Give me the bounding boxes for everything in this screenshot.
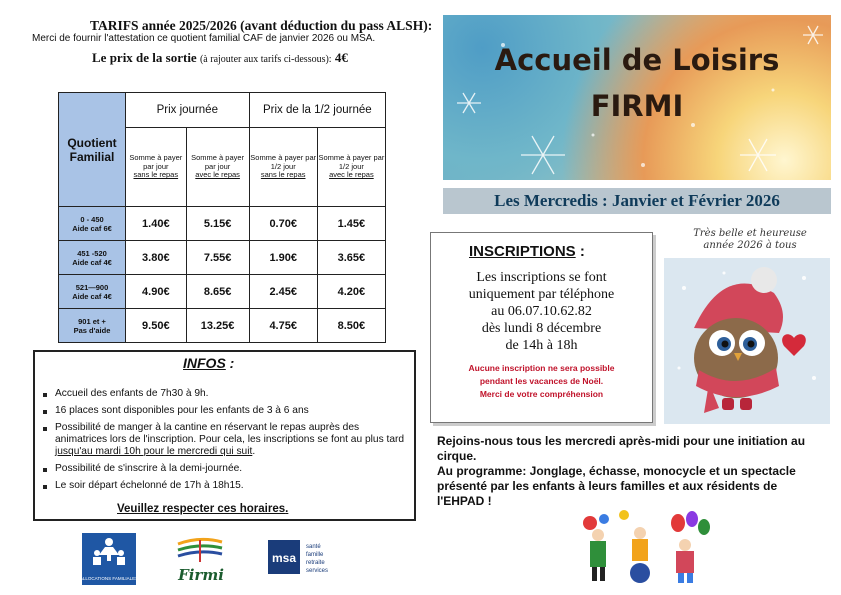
list-item: 16 places sont disponibles pour les enfants de 3 à 6 ans bbox=[41, 405, 413, 417]
infos-title-suffix: : bbox=[225, 355, 235, 371]
subheader-cell: Somme à payer par jour avec le repas bbox=[186, 128, 249, 207]
price-cell: 8.50€ bbox=[317, 309, 385, 343]
infos-title: INFOS bbox=[183, 355, 226, 371]
price-cell: 8.65€ bbox=[186, 275, 249, 309]
price-cell: 1.90€ bbox=[249, 241, 317, 275]
inscriptions-title-suffix: : bbox=[575, 243, 585, 260]
price-cell: 1.40€ bbox=[126, 207, 187, 241]
col-journee-header: Prix journée bbox=[126, 93, 250, 128]
sortie-price: 4€ bbox=[334, 50, 348, 65]
list-item: Accueil des enfants de 7h30 à 9h. bbox=[41, 388, 413, 400]
msa-line: services bbox=[306, 568, 329, 574]
price-cell: 4.75€ bbox=[249, 309, 317, 343]
msa-initials: msa bbox=[271, 551, 297, 565]
list-item: Possibilité de manger à la cantine en réservant le repas auprès des animatrices lors de l'inscription. Pour cela, les inscriptions se font au plus tard jusqu'au mardi 10h pour le mercredi qui suit. bbox=[41, 422, 413, 458]
inscriptions-line: uniquement par téléphone bbox=[468, 287, 615, 302]
cirque-text bbox=[437, 434, 821, 509]
table-row bbox=[59, 241, 386, 275]
list-item: Possibilité de s'inscrire à la demi-journée. bbox=[41, 463, 413, 475]
owl-illustration bbox=[664, 258, 830, 424]
price-cell: 13.25€ bbox=[186, 309, 249, 343]
inscriptions-box bbox=[430, 232, 653, 423]
price-cell: 4.90€ bbox=[126, 275, 187, 309]
price-cell: 4.20€ bbox=[317, 275, 385, 309]
price-cell: 3.65€ bbox=[317, 241, 385, 275]
list-item: Le soir départ échelonné de 17h à 18h15. bbox=[41, 480, 413, 492]
price-cell: 0.70€ bbox=[249, 207, 317, 241]
table-row bbox=[59, 309, 386, 343]
inscriptions-line: dès lundi 8 décembre bbox=[481, 321, 602, 336]
price-cell: 2.45€ bbox=[249, 275, 317, 309]
firmi-emblem-icon bbox=[170, 536, 232, 584]
qf-cell: 901 et + Pas d'aide bbox=[59, 309, 126, 343]
banner-line-2: FIRMI bbox=[590, 89, 684, 123]
table-row bbox=[59, 207, 386, 241]
msa-line: santé bbox=[306, 544, 321, 550]
inscriptions-line: de 14h à 18h bbox=[505, 338, 578, 353]
sortie-price-line bbox=[92, 50, 348, 66]
voeux-line: année 2026 à tous bbox=[703, 240, 797, 251]
col-demi-header: Prix de la 1/2 journée bbox=[249, 93, 385, 128]
voeux-text bbox=[675, 228, 825, 252]
subheader-cell: Somme à payer par jour sans le repas bbox=[126, 128, 187, 207]
warning-line: Merci de votre compréhension bbox=[479, 389, 604, 399]
price-cell: 9.50€ bbox=[126, 309, 187, 343]
infos-box bbox=[33, 350, 416, 521]
inscriptions-line: Les inscriptions se font bbox=[476, 270, 607, 285]
inscriptions-heading bbox=[469, 243, 585, 260]
table-row bbox=[59, 275, 386, 309]
cirque-paragraph: Rejoins-nous tous les mercredi après-midi pour une initiation au cirque. bbox=[437, 434, 806, 463]
msa-line: retraite bbox=[306, 560, 325, 566]
sortie-label: Le prix de la sortie bbox=[92, 50, 197, 65]
tarifs-note: Merci de fournir l'attestation ce quotient familial CAF de janvier 2026 ou MSA. bbox=[32, 33, 376, 44]
inscriptions-title: INSCRIPTIONS bbox=[469, 243, 576, 260]
qf-cell: 0 - 450 Aide caf 6€ bbox=[59, 207, 126, 241]
msa-line: famille bbox=[306, 552, 324, 558]
inscriptions-warning bbox=[431, 362, 652, 401]
banner bbox=[443, 15, 831, 180]
cirque-paragraph: Au programme: Jonglage, échasse, monocycle et un spectacle présenté par les enfants à leurs familles et aux résidents de l'EHPAD ! bbox=[437, 464, 796, 508]
price-cell: 3.80€ bbox=[126, 241, 187, 275]
price-cell: 5.15€ bbox=[186, 207, 249, 241]
qf-cell: 451 -520 Aide caf 4€ bbox=[59, 241, 126, 275]
price-cell: 7.55€ bbox=[186, 241, 249, 275]
firmi-logo bbox=[170, 536, 232, 584]
caf-logo bbox=[82, 533, 136, 585]
infos-heading bbox=[183, 355, 234, 371]
subheader-cell: Somme à payer par 1/2 jour sans le repas bbox=[249, 128, 317, 207]
clowns-illustration bbox=[570, 505, 720, 585]
firmi-logo-text: Firmi bbox=[178, 566, 224, 584]
caf-family-icon bbox=[82, 533, 136, 585]
price-cell: 1.45€ bbox=[317, 207, 385, 241]
subheader-cell: Somme à payer par 1/2 jour avec le repas bbox=[317, 128, 385, 207]
caf-logo-text: ALLOCATIONS FAMILIALES bbox=[82, 576, 136, 581]
infos-list bbox=[41, 388, 413, 497]
qf-cell: 521—900 Aide caf 4€ bbox=[59, 275, 126, 309]
qf-header: Quotient Familial bbox=[59, 93, 126, 207]
voeux-line: Très belle et heureuse bbox=[693, 228, 807, 239]
inscriptions-line: au 06.07.10.62.82 bbox=[491, 304, 592, 319]
respect-notice: Veuillez respecter ces horaires. bbox=[117, 503, 289, 515]
sortie-small: (à rajouter aux tarifs ci-dessous): bbox=[199, 54, 332, 65]
banner-line-1: Accueil de Loisirs bbox=[494, 43, 780, 77]
warning-line: pendant les vacances de Noël. bbox=[479, 376, 604, 386]
tarif-table bbox=[58, 92, 386, 343]
mercredis-bar: Les Mercredis : Janvier et Février 2026 bbox=[443, 188, 831, 214]
msa-logo bbox=[268, 540, 354, 576]
tarifs-title: TARIFS année 2025/2026 (avant déduction du pass ALSH): bbox=[90, 18, 433, 33]
inscriptions-text bbox=[431, 269, 652, 354]
warning-line: Aucune inscription ne sera possible bbox=[468, 363, 615, 373]
banner-title bbox=[443, 37, 831, 129]
